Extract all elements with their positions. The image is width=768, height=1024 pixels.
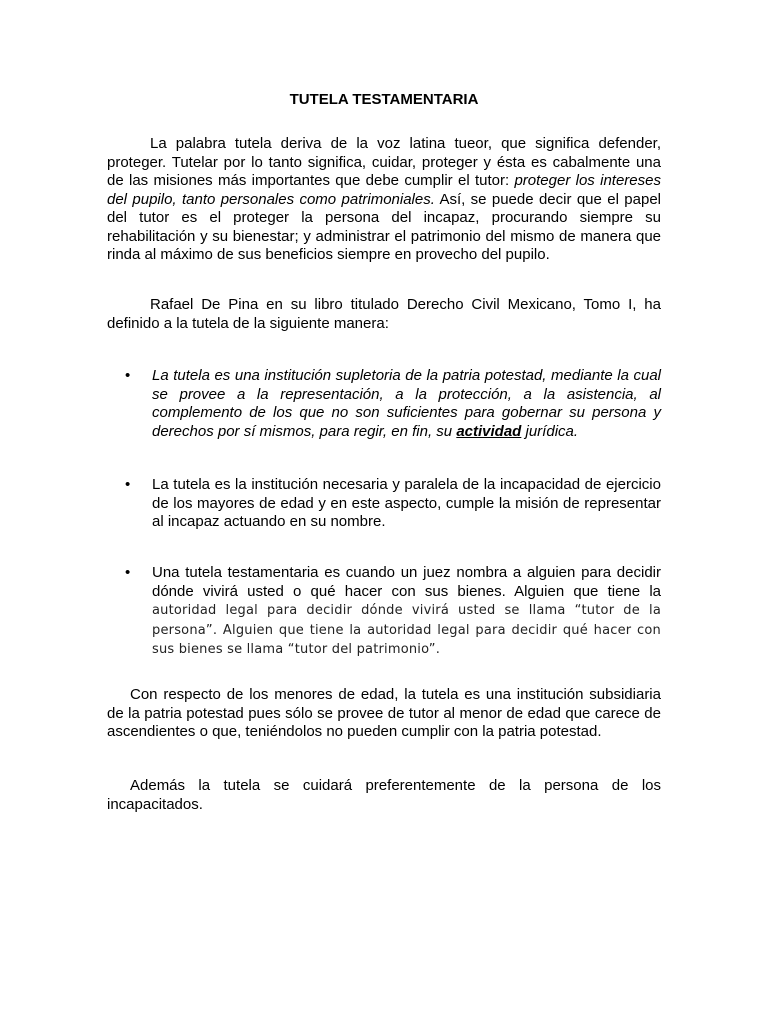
bullet-text-2: La tutela es la institución necesaria y paralela de la incapacidad de ejercicio de los mayores de edad y en este aspecto, cumple la misión de representar al incapaz actuando en su nombre.	[152, 476, 661, 530]
paragraph-incapacitated: Además la tutela se cuidará preferentemente de la persona de los incapacitados.	[107, 777, 661, 813]
bullet-text-3-a: Una tutela testamentaria es cuando un juez nombra a alguien para decidir dónde vivirá usted o qué hacer con sus bienes. Alguien que tiene la	[152, 564, 661, 600]
paragraph-minors: Con respecto de los menores de edad, la tutela es una institución subsidiaria de la patria potestad pues sólo se provee de tutor al menor de edad que carece de ascendientes o que, teniéndolos no pueden cumplir con la patria potestad.	[107, 686, 661, 740]
bullet-text-3-b: autoridad legal para decidir dónde vivirá usted se llama “tutor de la persona”. Alguien que tiene la autoridad legal para decidir qué hacer con sus bienes se llama “tutor del patrimonio”.	[152, 603, 661, 657]
paragraph-de-pina: Rafael De Pina en su libro titulado Derecho Civil Mexicano, Tomo I, ha definido a la tutela de la siguiente manera:	[107, 296, 661, 332]
bullet-text-1-a: La tutela es una institución supletoria de la patria potestad, mediante la cual se provee a la representación, a la protección, a la asistencia, al complemento de los que no son suficientes para gobernar su persona y derechos por sí mismos, para regir, en fin, su	[152, 367, 661, 440]
bullet-icon: •	[125, 564, 131, 581]
document-title: TUTELA TESTAMENTARIA	[289, 91, 479, 108]
bullet-icon: •	[125, 367, 131, 384]
paragraph-definition-text-b: Así, se puede decir que el papel del tutor es el proteger la persona del incapaz, procurando siempre su rehabilitación y su bienestar; y administrar el patrimonio del mismo de manera que rinda al máximo de sus beneficios siempre en provecho del pupilo.	[107, 190, 661, 263]
bullet-text-1	[152, 367, 661, 441]
paragraph-definition-italic: proteger los intereses del pupilo, tanto personales como patrimoniales.	[107, 172, 661, 208]
paragraph-definition	[107, 135, 661, 265]
bullet-text-1-b: jurídica.	[521, 422, 579, 440]
paragraph-definition-text-a: La palabra tutela deriva de la voz latina tueor, que significa defender, proteger. Tutelar por lo tanto significa, cuidar, proteger y ésta es cabalmente una de las misiones más importantes que debe cumplir el tutor:	[107, 135, 661, 189]
bullet-icon: •	[125, 476, 131, 493]
bullet-text-3	[152, 564, 661, 660]
bullet-text-1-emphasis[interactable]: actividad	[456, 422, 522, 440]
